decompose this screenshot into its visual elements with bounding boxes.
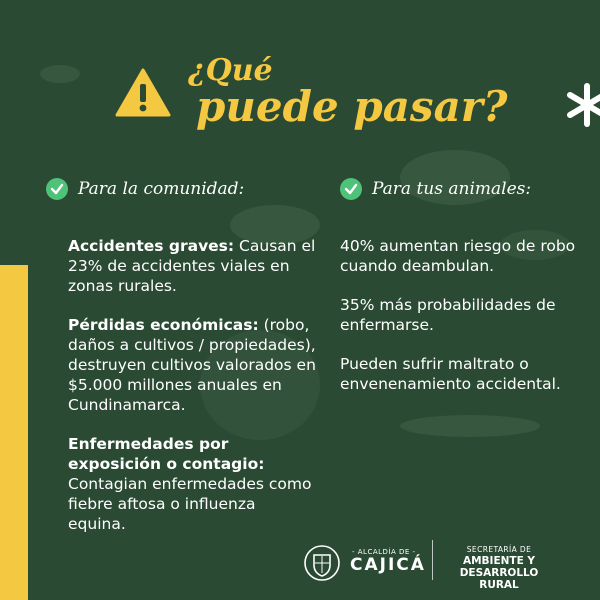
list-item: Accidentes graves: Causan el 23% de accidentes viales en zonas rurales. — [68, 237, 316, 295]
list-item: Pueden sufrir maltrato o envenenamiento accidental. — [340, 355, 561, 393]
background-shape — [40, 65, 80, 83]
right-heading-text: Para tus animales: — [372, 179, 532, 199]
warning-icon — [115, 68, 171, 118]
left-heading-text: Para la comunidad: — [78, 179, 245, 199]
alcaldia-label: - ALCALDÍA DE - — [352, 548, 416, 556]
left-column-heading — [46, 178, 244, 200]
crest-icon — [302, 543, 342, 583]
left-column — [68, 236, 318, 553]
title-line-2: puede pasar? — [196, 82, 508, 131]
accent-bar — [0, 265, 28, 600]
list-item: 35% más probabilidades de enfermarse. — [340, 296, 556, 334]
municipality-name: CAJICÁ — [350, 555, 426, 575]
list-item: Pérdidas económicas: (robo, daños a cultivos / propiedades), destruyen cultivos valorados en $5.000 millones anuales en Cundinamarca. — [68, 316, 316, 414]
secretaria-label: SECRETARÍA DE — [466, 545, 532, 554]
right-column — [340, 236, 580, 413]
background-shape — [400, 415, 540, 437]
title-line-1: ¿Qué — [188, 53, 273, 88]
list-item: Enfermedades por exposición o contagio: Contagian enfermedades como fiebre aftosa o influenza equina. — [68, 435, 312, 533]
sparkle-icon — [564, 82, 600, 128]
footer-divider — [432, 540, 433, 580]
secretaria-name-2: DESARROLLO RURAL — [459, 566, 539, 591]
secretaria-logo — [444, 546, 554, 591]
check-circle-icon — [340, 178, 362, 200]
right-column-heading — [340, 178, 531, 200]
check-circle-icon — [46, 178, 68, 200]
secretaria-name-1: AMBIENTE Y — [462, 554, 536, 567]
list-item: 40% aumentan riesgo de robo cuando deambulan. — [340, 237, 576, 275]
